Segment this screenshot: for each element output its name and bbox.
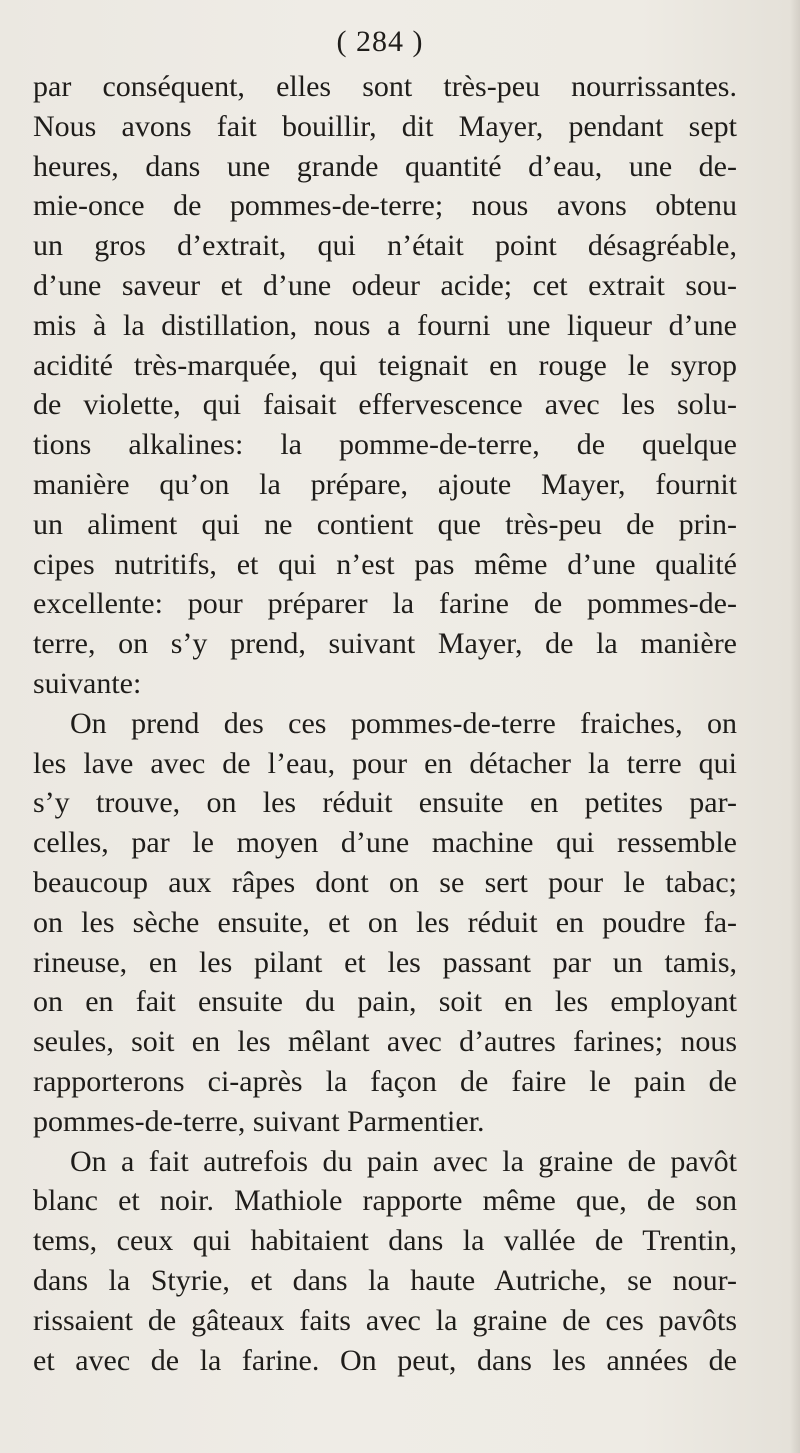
text-line: Nous avons fait bouillir, dit Mayer, pendant sept [33, 109, 737, 143]
text-line: s’y trouve, on les réduit ensuite en petites par- [33, 786, 737, 820]
text-line: acidité très-marquée, qui teignait en rouge le syrop [33, 348, 737, 382]
text-line: manière qu’on la prépare, ajoute Mayer, fournit [33, 467, 737, 501]
text-line: rapporterons ci-après la façon de faire le pain de [33, 1064, 737, 1098]
text-line: tions alkalines: la pomme-de-terre, de quelque [33, 428, 737, 462]
page-number: ( 284 ) [336, 25, 424, 58]
text-line: excellente: pour préparer la farine de pommes-de- [33, 587, 737, 621]
paragraph-1 [33, 67, 737, 704]
text-line: suivante: [33, 666, 142, 700]
text-line: par conséquent, elles sont très-peu nourrissantes. [33, 70, 737, 103]
text-line: cipes nutritifs, et qui n’est pas même d’une qualité [33, 547, 737, 581]
text-line: On prend des ces pommes-de-terre fraiches, on [70, 706, 737, 740]
text-line: un aliment qui ne contient que très-peu de prin- [33, 507, 737, 541]
text-line: rissaient de gâteaux faits avec la graine de ces pavôts [33, 1303, 737, 1337]
paragraph-3 [33, 1142, 737, 1381]
text-line: blanc et noir. Mathiole rapporte même que, de son [33, 1184, 737, 1218]
text-line: dans la Styrie, et dans la haute Autriche, se nour- [33, 1263, 737, 1297]
text-line: On a fait autrefois du pain avec la graine de pavôt [70, 1144, 737, 1178]
text-line: et avec de la farine. On peut, dans les années de [33, 1343, 737, 1377]
text-line: terre, on s’y prend, suivant Mayer, de la manière [33, 627, 737, 661]
text-line: seules, soit en les mêlant avec d’autres farines; nous [33, 1025, 737, 1059]
text-line: on les sèche ensuite, et on les réduit en poudre fa- [33, 905, 737, 939]
page-edge-shadow [790, 0, 800, 1453]
text-line: d’une saveur et d’une odeur acide; cet extrait sou- [33, 268, 737, 302]
text-line: on en fait ensuite du pain, soit en les employant [33, 985, 737, 1019]
body-text [33, 67, 737, 1380]
text-line: de violette, qui faisait effervescence avec les solu- [33, 388, 737, 422]
text-line: un gros d’extrait, qui n’était point désagréable, [33, 229, 737, 263]
text-line: heures, dans une grande quantité d’eau, une de- [33, 149, 737, 183]
text-line: mie-once de pommes-de-terre; nous avons obtenu [33, 189, 737, 223]
text-line: rineuse, en les pilant et les passant par un tamis, [33, 945, 737, 979]
text-line: tems, ceux qui habitaient dans la vallée de Trentin, [33, 1224, 737, 1258]
text-line: celles, par le moyen d’une machine qui ressemble [33, 826, 737, 860]
paragraph-2 [33, 704, 737, 1142]
text-line: pommes-de-terre, suivant Parmentier. [33, 1104, 485, 1138]
text-line: beaucoup aux râpes dont on se sert pour le tabac; [33, 865, 737, 899]
text-line: mis à la distillation, nous a fourni une liqueur d’une [33, 308, 737, 342]
text-line: les lave avec de l’eau, pour en détacher la terre qui [33, 746, 737, 780]
